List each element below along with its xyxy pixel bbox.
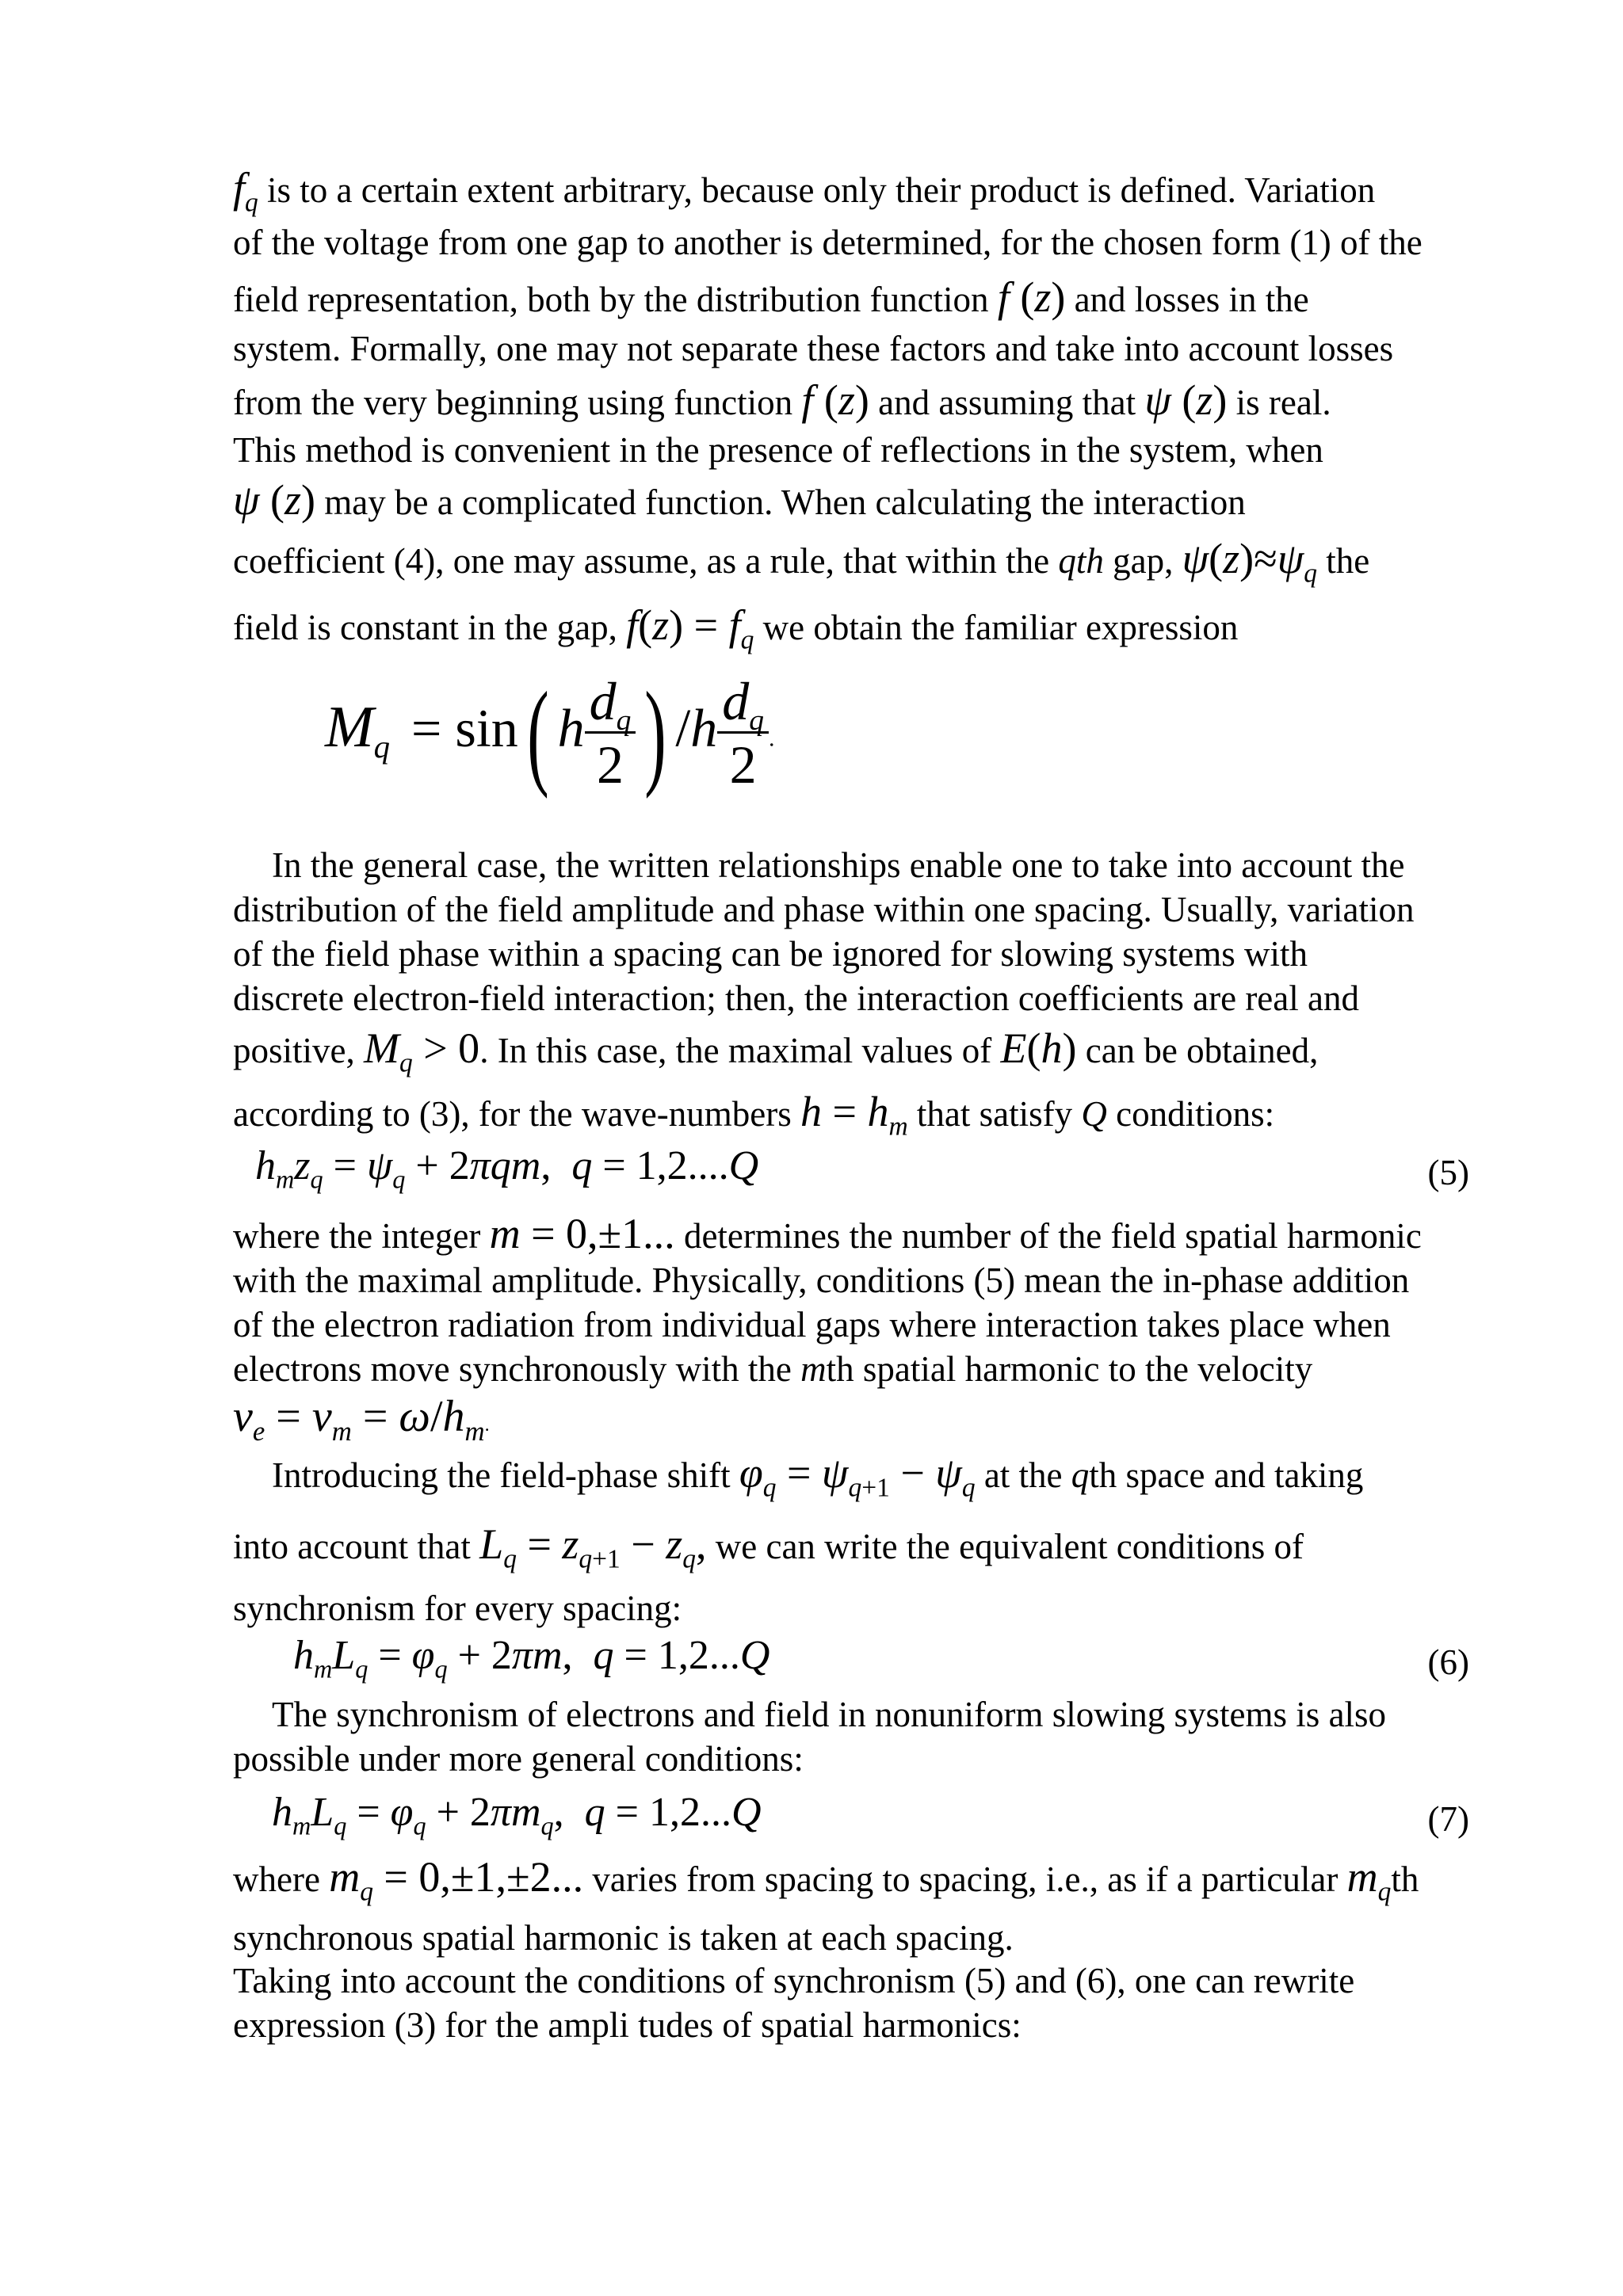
text-line: according to (3), for the wave-numbers $h = h_m$ that satisfy Q conditions: [233, 1088, 1275, 1142]
math-f-of-z: f (z) [801, 376, 869, 424]
text-line: of the electron radiation from individual gaps where interaction takes place when [233, 1305, 1391, 1344]
text-line: Taking into account the conditions of synchronism (5) and (6), one can rewrite [233, 1961, 1355, 2000]
math-f-q: $f_q$ [233, 164, 258, 218]
text-line: expression (3) for the ampli tudes of spatial harmonics: [233, 2005, 1022, 2045]
equation-number-5: (5) [1427, 1153, 1469, 1192]
math-f-equals-fq: $f(z) = f_q$ [626, 601, 754, 655]
text-line: possible under more general conditions: [233, 1739, 804, 1779]
math-mq-positive: $M_q > 0$ [364, 1024, 480, 1078]
equation-mq: $M_q = \sin$( h $\frac{d_q}{2}$ ) /h $\frac{d_q}{2}$ . [325, 667, 775, 799]
equation-6: $h_mL_q = \varphi_q + 2\pi m$, q = 1,2...Q [293, 1633, 770, 1684]
math-mq-values: $m_q = 0,\pm 1,\pm 2$... [329, 1853, 584, 1907]
text-line: $f_q$ is to a certain extent arbitrary, because only their product is defined. Variation [233, 164, 1376, 218]
math-psi-approx: $\psi(z)\approx\psi_q$ [1182, 535, 1318, 589]
equation-number-7: (7) [1427, 1799, 1469, 1839]
text-line: from the very beginning using function f (z) and assuming that ψ (z) is real. [233, 376, 1331, 424]
text-line: synchronous spatial harmonic is taken at each spacing. [233, 1918, 1014, 1958]
text-line: discrete electron-field interaction; then, the interaction coefficients are real and [233, 978, 1359, 1018]
text-line: where the integer m = 0,±1... determines the number of the field spatial harmonic [233, 1210, 1422, 1257]
text-line: ψ (z) may be a complicated function. When calculating the interaction [233, 476, 1246, 524]
math-phase-shift: $\varphi_q = \psi_{q+1} - \psi_q$ [739, 1449, 976, 1503]
text-line: coefficient (4), one may assume, as a rule, that within the qth gap, $\psi(z)\approx\psi_q$ the [233, 535, 1370, 589]
text-line: system. Formally, one may not separate these factors and take into account losses [233, 329, 1394, 368]
text-line: into account that $L_q = z_{q+1} - z_q$, we can write the equivalent conditions of [233, 1520, 1304, 1574]
text-line: field representation, both by the distribution function f (z) and losses in the [233, 273, 1309, 321]
equation-number-6: (6) [1427, 1642, 1469, 1682]
text-line: electrons move synchronously with the mth spatial harmonic to the velocity [233, 1349, 1313, 1389]
math-h-equals-hm: $h = h_m$ [800, 1088, 908, 1142]
equation-velocity: $v_e = v_m = \omega/h_m$. [233, 1392, 490, 1447]
math-e-of-h: E(h) [1000, 1024, 1077, 1072]
text-line: This method is convenient in the presence of reflections in the system, when [233, 430, 1323, 470]
text-line: of the voltage from one gap to another is determined, for the chosen form (1) of the [233, 223, 1423, 262]
math-f-of-z: f (z) [997, 273, 1066, 321]
text-line: of the field phase within a spacing can be ignored for slowing systems with [233, 934, 1308, 974]
text-line: distribution of the field amplitude and phase within one spacing. Usually, variation [233, 890, 1415, 929]
math-mq: $m_q$ [1346, 1853, 1392, 1907]
text-line: with the maximal amplitude. Physically, conditions (5) mean the in-phase addition [233, 1261, 1410, 1300]
text-line: In the general case, the written relationships enable one to take into account the [272, 845, 1405, 885]
equation-5: $h_mz_q = \psi_q + 2\pi qm$, q = 1,2....Q [255, 1143, 759, 1194]
math-psi-of-z: ψ (z) [1144, 376, 1228, 424]
text-line: positive, $M_q > 0$. In this case, the maximal values of E(h) can be obtained, [233, 1024, 1319, 1078]
text-line: synchronism for every spacing: [233, 1589, 682, 1628]
math-m-integer: m = 0,±1... [489, 1210, 675, 1257]
text-line: field is constant in the gap, $f(z) = f_q$ we obtain the familiar expression [233, 601, 1239, 655]
math-lq: $L_q = z_{q+1} - z_q$, [479, 1520, 707, 1574]
text-line: Introducing the field-phase shift $\varphi_q = \psi_{q+1} - \psi_q$ at the qth space and taking [272, 1449, 1364, 1503]
math-psi-of-z: ψ (z) [233, 476, 316, 524]
text-line: The synchronism of electrons and field in nonuniform slowing systems is also [272, 1695, 1387, 1734]
text-line: where $m_q = 0,\pm 1,\pm 2$... varies from spacing to spacing, i.e., as if a particular $m_qth$ [233, 1853, 1419, 1907]
equation-7: $h_mL_q = \varphi_q + 2\pi m_q$, q = 1,2...Q [272, 1790, 762, 1840]
